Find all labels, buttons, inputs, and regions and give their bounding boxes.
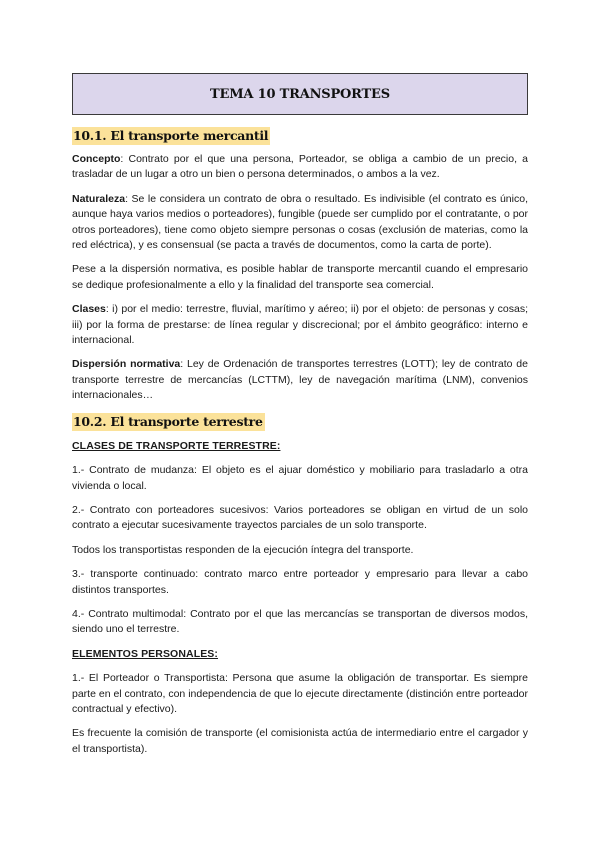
section-1-heading-wrap xyxy=(72,127,528,145)
comision-paragraph: Es frecuente la comisión de transporte (el comisionista actúa de intermediario entre el cargador y el transportista). xyxy=(72,727,528,755)
dispersion-paragraph xyxy=(72,357,528,403)
dispersion-label: Dispersión normativa xyxy=(72,358,181,371)
title-box xyxy=(72,73,528,115)
elementos-personales-heading-wrap xyxy=(72,647,528,662)
concepto-text: : Contrato por el que una persona, Porteador, se obliga a cambio de un precio, a trasladar de un lugar a otro un bien o persona determinados, o ambos a la vez. xyxy=(72,153,528,181)
transporte-continuado-paragraph: 3.- transporte continuado: contrato marco entre porteador y empresario para llevar a cabo distintos transportes. xyxy=(72,568,528,596)
page-title: TEMA 10 TRANSPORTES xyxy=(210,87,390,102)
dispersion-text: : Ley de Ordenación de transportes terrestres (LOTT); ley de contrato de transporte terrestre de mercancías (LCTTM), ley de navegación marítima (LNM), convenios internacionales… xyxy=(72,358,528,402)
section-2-heading: 10.2. El transporte terrestre xyxy=(73,413,263,429)
contrato-multimodal-paragraph: 4.- Contrato multimodal: Contrato por el que las mercancías se transportan de diversos modos, siendo uno el terrestre. xyxy=(72,607,528,636)
concepto-paragraph xyxy=(72,152,528,183)
clases-label: Clases xyxy=(72,303,106,316)
clases-paragraph xyxy=(72,302,528,348)
elementos-personales-heading: ELEMENTOS PERSONALES: xyxy=(72,647,219,660)
naturaleza-label: Naturaleza xyxy=(72,192,126,205)
clases-text: : i) por el medio: terrestre, fluvial, marítimo y aéreo; ii) por el objeto: de personas y cosas; iii) por la forma de prestarse: de línea regular y discrecional; por el ámbito geográfico: interno e internacional. xyxy=(72,303,528,347)
concepto-label: Concepto xyxy=(72,153,121,165)
section-2-heading-wrap xyxy=(72,413,528,431)
naturaleza-text: : Se le considera un contrato de obra o resultado. Es indivisible (el contrato es único, aunque haya varios medios o porteadores), fungible (puede ser cumplido por el contratante, o por otros porteadores), tiene como objeto siempre personas o cosas (exclusión de materias, como la red eléctrica), y es consensual (se pacta a través de documentos, como la carta de porte). xyxy=(72,192,528,252)
clases-transporte-heading-wrap xyxy=(72,439,528,454)
pese-paragraph: Pese a la dispersión normativa, es posible hablar de transporte mercantil cuando el empresario se dedique profesionalmente a ello y la finalidad del transporte sea comercial. xyxy=(72,263,528,291)
section-1-heading: 10.1. El transporte mercantil xyxy=(73,128,269,143)
transportistas-responden-paragraph: Todos los transportistas responden de la ejecución íntegra del transporte. xyxy=(72,543,414,556)
document-page xyxy=(72,73,528,757)
porteadores-sucesivos-paragraph: 2.- Contrato con porteadores sucesivos: Varios porteadores se obligan en virtud de un solo contrato a ejecutar sucesivamente trayectos parciales de un solo transporte. xyxy=(72,503,528,532)
clases-transporte-heading: CLASES DE TRANSPORTE TERRESTRE: xyxy=(72,439,281,452)
naturaleza-paragraph xyxy=(72,192,528,254)
mudanza-paragraph: 1.- Contrato de mudanza: El objeto es el ajuar doméstico y mobiliario para trasladarlo a otra vivienda o local. xyxy=(72,464,528,492)
porteador-paragraph: 1.- El Porteador o Transportista: Persona que asume la obligación de transportar. Es siempre parte en el contrato, con independencia de que lo ejecute directamente (distinción entre porteador contractual y efectivo). xyxy=(72,672,528,715)
